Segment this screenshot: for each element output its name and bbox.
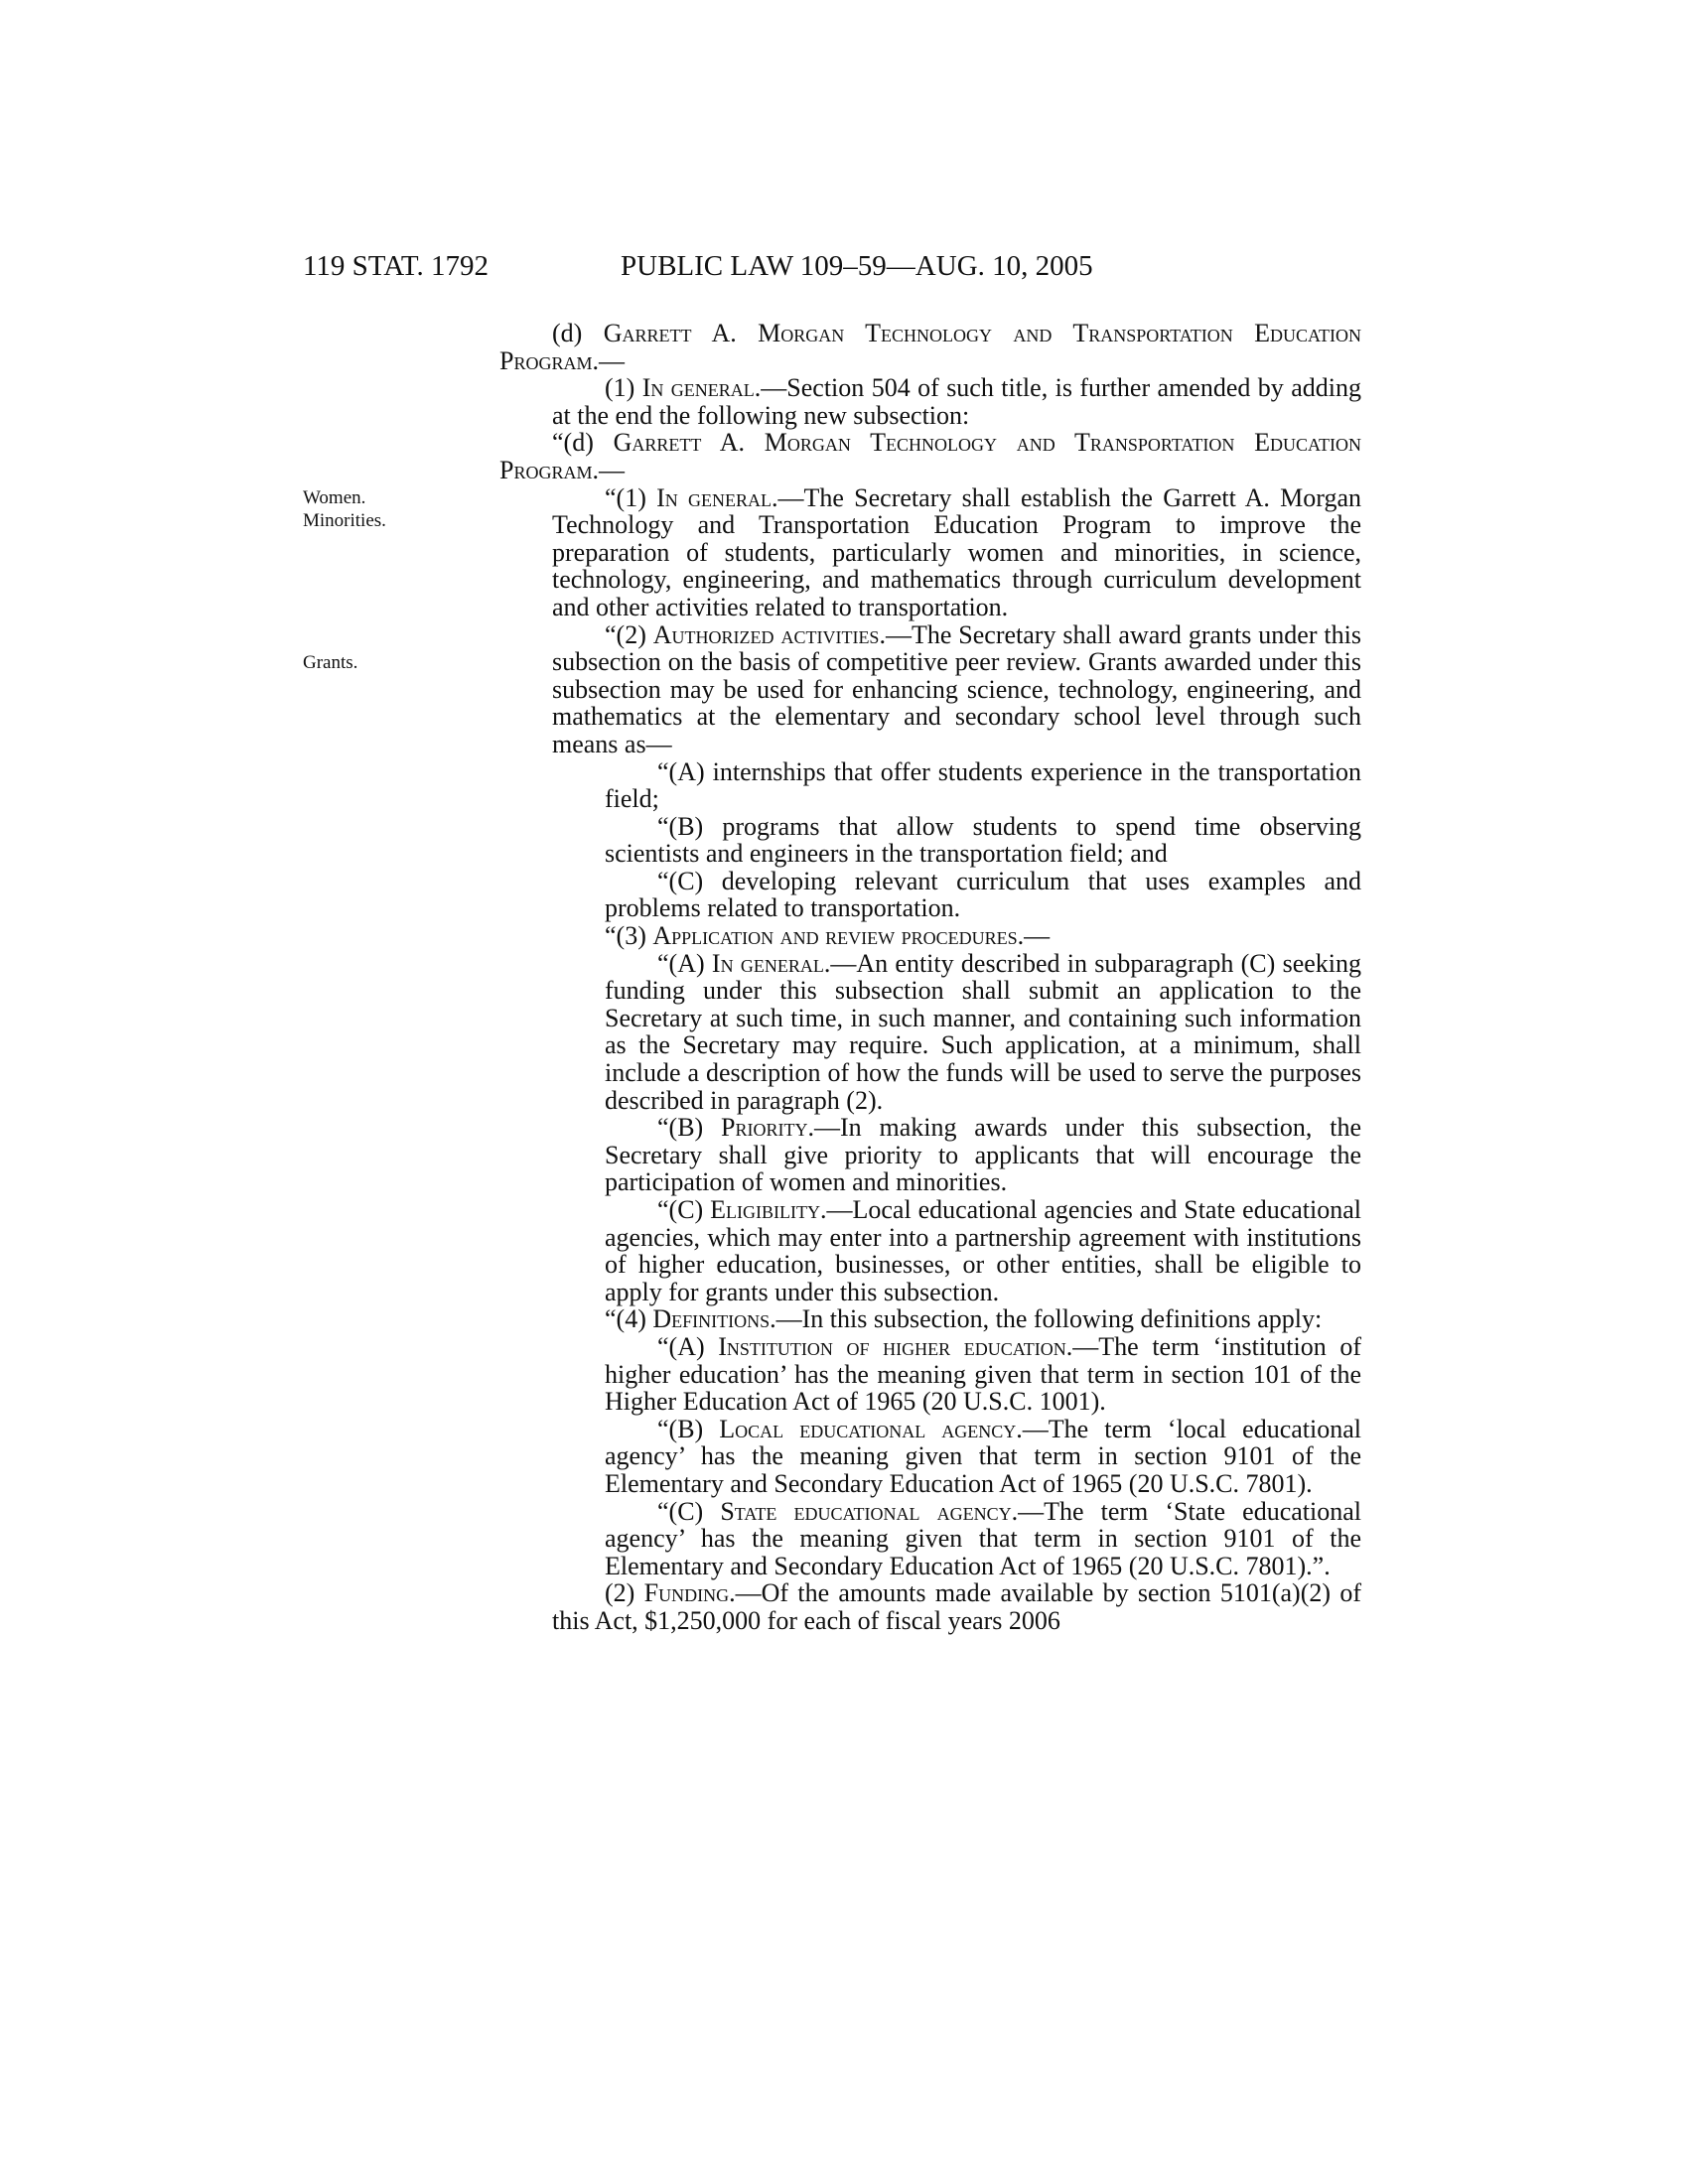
heading: Institution of higher education. xyxy=(718,1331,1073,1361)
subparagraph-4c: “(C) State educational agency.—The term ‘State educational agency’ has the meaning given that term in section 9101 of the Elementary and Secondary Education Act of 1965 (20 U.S.C. 7801).”. xyxy=(605,1496,1361,1580)
margin-note-grants: Grants. xyxy=(303,652,358,673)
heading: State educational agency. xyxy=(720,1496,1019,1526)
paragraph-1: (1) In general.—Section 504 of such title, is further amended by adding at the end the following new subsection: xyxy=(552,373,1361,430)
subparagraph-3c: “(C) Eligibility.—Local educational agencies and State educational agencies, which may enter into a partnership agreement with institutions of higher education, businesses, or other entities, shall be eligible to apply for grants under this subsection. xyxy=(605,1195,1361,1306)
heading: In general. xyxy=(711,948,831,978)
statute-page-number: 119 STAT. 1792 xyxy=(303,250,489,282)
heading: Eligibility. xyxy=(710,1195,827,1224)
heading: In general. xyxy=(641,373,762,403)
quoted-subsection-d: “(d) Garrett A. Morgan Technology and Transportation Education Program.— xyxy=(499,428,1361,484)
quoted-paragraph-1: “(1) In general.—The Secretary shall establish the Garrett A. Morgan Technology and Transportation Education Program to improve the preparation of students, particularly women and minorities, in science, technology, engineering, and mathematics through curriculum development and other activities related to transportation. xyxy=(552,482,1362,621)
quoted-paragraph-4: “(4) Definitions.—In this subsection, the following definitions apply: xyxy=(605,1304,1323,1334)
subparagraph-3a: “(A) In general.—An entity described in subparagraph (C) seeking funding under this subsection shall submit an application to the Secretary at such time, in such manner, and containing such information as the Secretary may require. Such application, at a minimum, shall include a description of how the funds will be used to serve the purposes described in paragraph (2). xyxy=(605,948,1362,1115)
heading: In general. xyxy=(656,482,778,512)
document-body xyxy=(499,320,1361,1635)
public-law-title: PUBLIC LAW 109–59—AUG. 10, 2005 xyxy=(621,250,1093,282)
subparagraph-3b: “(B) Priority.—In making awards under this subsection, the Secretary shall give priority to applicants that will encourage the participation of women and minorities. xyxy=(605,1113,1361,1197)
margin-note-women: Women. xyxy=(303,487,366,508)
heading: Application and review procedures. xyxy=(652,921,1025,951)
heading: Local educational agency. xyxy=(719,1414,1023,1443)
heading: Garrett A. Morgan Technology and Transportation Education Program. xyxy=(499,319,1361,375)
subparagraph-4a: “(A) Institution of higher education.—The term ‘institution of higher education’ has the meaning given that term in section 101 of the Higher Education Act of 1965 (20 U.S.C. 1001). xyxy=(605,1331,1361,1417)
heading: Priority. xyxy=(721,1113,814,1143)
page-header xyxy=(0,250,1688,290)
subparagraph-2b: “(B) programs that allow students to spend time observing scientists and engineers in the transportation field; and xyxy=(605,811,1361,869)
subparagraph-4b: “(B) Local educational agency.—The term ‘local educational agency’ has the meaning given that term in section 9101 of the Elementary and Secondary Education Act of 1965 (20 U.S.C. 7801). xyxy=(605,1414,1361,1498)
quoted-paragraph-2: “(2) Authorized activities.—The Secretary shall award grants under this subsection on the basis of competitive peer review. Grants awarded under this subsection may be used for enhancing science, technology, engineering, and mathematics at the elementary and secondary school level through such means as— xyxy=(552,619,1361,758)
heading: Garrett A. Morgan Technology and Transportation Education Program. xyxy=(499,428,1361,484)
subsection-d: (d) Garrett A. Morgan Technology and Transportation Education Program.— xyxy=(499,319,1361,375)
quoted-paragraph-3: “(3) Application and review procedures.— xyxy=(605,921,1051,951)
heading: Definitions. xyxy=(652,1304,776,1334)
paragraph-2-funding: (2) Funding.—Of the amounts made available by section 5101(a)(2) of this Act, $1,250,000 for each of fiscal years 2006 xyxy=(552,1578,1361,1635)
heading: Funding. xyxy=(643,1578,736,1608)
subparagraph-2a: “(A) internships that offer students experience in the transportation field; xyxy=(605,756,1361,814)
margin-note-minorities: Minorities. xyxy=(303,510,386,531)
subparagraph-2c: “(C) developing relevant curriculum that uses examples and problems related to transportation. xyxy=(605,866,1361,923)
heading: Authorized activities. xyxy=(652,619,886,649)
